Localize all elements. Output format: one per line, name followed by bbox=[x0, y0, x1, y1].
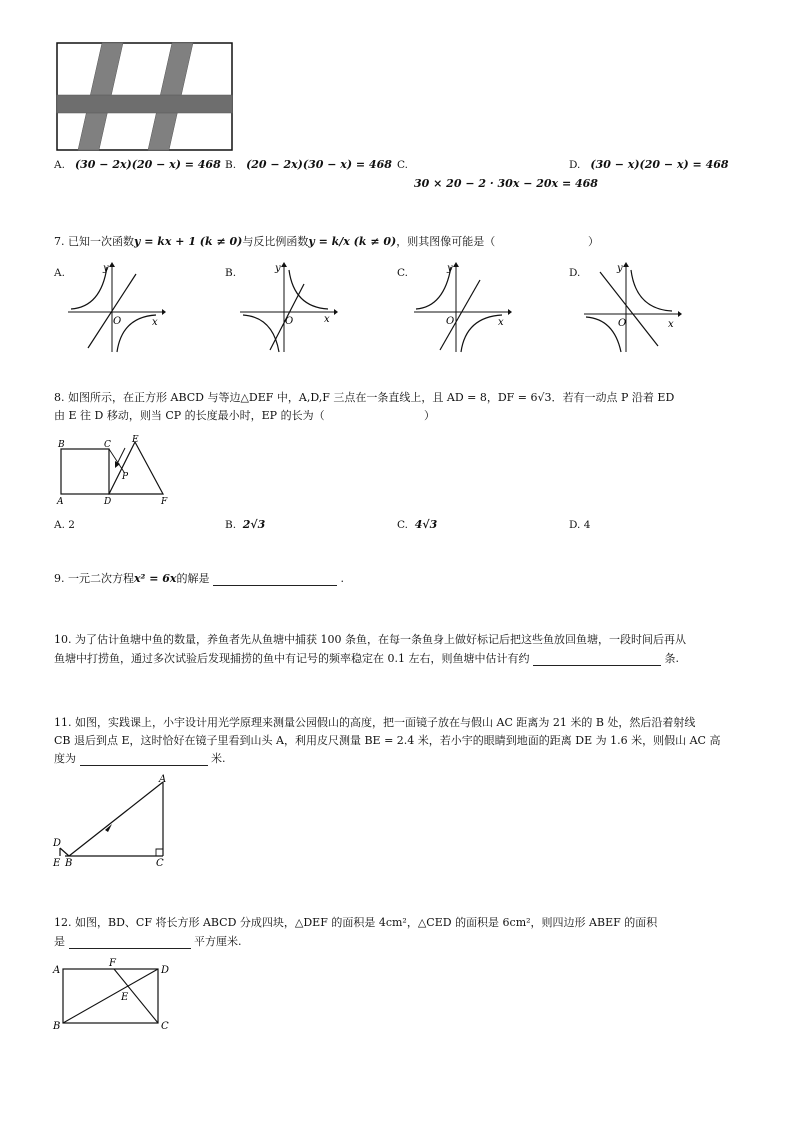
option-expression: (20 − 2x)(30 − x) = 468 bbox=[246, 158, 392, 171]
q7-option-a[interactable]: A. bbox=[54, 267, 65, 279]
question-number: 12. bbox=[54, 916, 72, 929]
question-end: . bbox=[340, 572, 344, 585]
question-number: 8. bbox=[54, 391, 65, 404]
question-text: 与反比例函数 bbox=[242, 235, 309, 248]
q12-question-line2 bbox=[54, 935, 242, 949]
math-expression: y = k/x (k ≠ 0) bbox=[308, 235, 397, 248]
question-number: 7. bbox=[54, 235, 65, 248]
question-text: 如图所示，在正方形 ABCD 与等边△DEF 中，A,D,F 三点在一条直线上，且 AD = 8，DF = 6√3．若有一动点 P 沿着 ED bbox=[68, 391, 675, 404]
option-value: 2√3 bbox=[242, 518, 266, 531]
option-letter: C. bbox=[397, 159, 408, 171]
q10-answer-blank[interactable] bbox=[533, 654, 661, 666]
label-b: B bbox=[53, 1021, 61, 1032]
option-value: 4√3 bbox=[414, 518, 438, 531]
option-expression: (30 − x)(20 − x) = 468 bbox=[590, 158, 729, 171]
q8-question-line2: 由 E 往 D 移动，则当 CP 的长度最小时，EP 的长为（ bbox=[54, 409, 325, 422]
option-letter: D. bbox=[569, 519, 581, 531]
option-value: 4 bbox=[583, 519, 591, 531]
q7-question bbox=[54, 235, 495, 249]
label-p: P bbox=[122, 472, 129, 482]
q9-question bbox=[54, 572, 344, 586]
axis-y-label: y bbox=[103, 263, 109, 274]
origin-label: O bbox=[113, 316, 122, 327]
origin-label: O bbox=[618, 318, 627, 329]
q10-question-line1 bbox=[54, 633, 686, 647]
question-text: 鱼塘中打捞鱼，通过多次试验后发现捕捞的鱼中有记号的频率稳定在 0.1 左右，则鱼塘中估计有约 bbox=[54, 652, 530, 665]
q8-square-triangle-figure bbox=[54, 434, 179, 508]
q8-option-c[interactable] bbox=[397, 518, 437, 532]
label-d: D bbox=[161, 965, 170, 976]
option-letter: D. bbox=[569, 159, 581, 171]
label-e: E bbox=[132, 435, 139, 445]
axis-y-label: y bbox=[447, 263, 453, 274]
q6-option-c-expression: 30 × 20 − 2 · 30x − 20x = 468 bbox=[414, 177, 598, 190]
q8-option-a[interactable] bbox=[54, 518, 75, 532]
option-expression: (30 − 2x)(20 − x) = 468 bbox=[74, 158, 221, 171]
q7-option-d[interactable]: D. bbox=[569, 267, 581, 279]
question-end: 条. bbox=[664, 652, 679, 665]
q7-graph-b bbox=[238, 262, 338, 354]
q11-mirror-figure bbox=[50, 772, 175, 870]
q7-graph-a bbox=[66, 262, 166, 354]
q7-option-c[interactable]: C. bbox=[397, 267, 408, 279]
axis-y-label: y bbox=[275, 263, 281, 274]
label-c: C bbox=[161, 1021, 169, 1032]
question-end: 米. bbox=[211, 752, 226, 765]
label-b: B bbox=[58, 440, 65, 450]
option-letter: C. bbox=[397, 519, 408, 531]
question-text: 如图，BD、CF 将长方形 ABCD 分成四块，△DEF 的面积是 4cm²，△CED 的面积是 6cm²，则四边形 ABEF 的面积 bbox=[75, 916, 658, 929]
q6-option-c[interactable] bbox=[397, 158, 408, 172]
question-number: 10. bbox=[54, 633, 72, 646]
question-text: 已知一次函数 bbox=[68, 235, 134, 248]
origin-label: O bbox=[285, 316, 294, 327]
question-text: 一元二次方程 bbox=[68, 572, 134, 585]
question-text: 的解是 bbox=[176, 572, 210, 585]
q9-answer-blank[interactable] bbox=[213, 574, 337, 586]
axis-x-label: x bbox=[668, 319, 674, 330]
label-e: E bbox=[53, 858, 61, 869]
label-c: C bbox=[104, 440, 111, 450]
axis-x-label: x bbox=[498, 317, 504, 328]
axis-x-label: x bbox=[324, 314, 330, 325]
option-letter: A. bbox=[54, 519, 65, 531]
q11-question-line2: CB 退后到点 E，这时恰好在镜子里看到山头 A，利用皮尺测量 BE = 2.4 米，若小宇的眼睛到地面的距离 DE 为 1.6 米，则假山 AC 高 bbox=[54, 734, 721, 747]
q7-option-b[interactable]: B. bbox=[225, 267, 237, 279]
q6-option-d[interactable] bbox=[569, 158, 729, 172]
axis-x-label: x bbox=[152, 317, 158, 328]
question-end: 平方厘米. bbox=[194, 935, 242, 948]
label-b: B bbox=[65, 858, 73, 869]
q8-option-d[interactable] bbox=[569, 518, 590, 532]
q8-question-line1 bbox=[54, 391, 674, 405]
q8-option-b[interactable] bbox=[225, 518, 265, 532]
question-text: 度为 bbox=[54, 752, 76, 765]
option-letter: B. bbox=[225, 159, 237, 171]
label-d: D bbox=[53, 838, 62, 849]
label-a: A bbox=[53, 965, 61, 976]
question-text: ，则其图像可能是（ bbox=[396, 235, 496, 248]
math-expression: y = kx + 1 (k ≠ 0) bbox=[134, 235, 243, 248]
label-f: F bbox=[161, 497, 168, 507]
label-d: D bbox=[104, 497, 112, 507]
math-expression: x² = 6x bbox=[134, 572, 177, 585]
label-a: A bbox=[57, 497, 64, 507]
label-c: C bbox=[156, 858, 164, 869]
question-text: 为了估计鱼塘中鱼的数量，养鱼者先从鱼塘中捕获 100 条鱼，在每一条鱼身上做好标记后把这些鱼放回鱼塘，一段时间后再从 bbox=[75, 633, 686, 646]
question-text: 是 bbox=[54, 935, 65, 948]
axis-y-label: y bbox=[617, 263, 623, 274]
q10-question-line2 bbox=[54, 652, 679, 666]
q7-graph-c bbox=[412, 262, 512, 354]
answer-paren-close: ） bbox=[588, 235, 599, 248]
q6-option-a[interactable] bbox=[54, 158, 221, 172]
option-letter: A. bbox=[54, 159, 65, 171]
answer-paren-close: ） bbox=[424, 409, 435, 422]
option-letter: B. bbox=[225, 519, 237, 531]
label-f: F bbox=[109, 958, 116, 969]
q7-graph-d bbox=[582, 262, 682, 354]
label-e: E bbox=[121, 992, 129, 1003]
q12-rectangle-figure bbox=[50, 955, 180, 1035]
q6-option-b[interactable] bbox=[225, 158, 392, 172]
q6-road-figure bbox=[56, 42, 234, 152]
q12-question-line1 bbox=[54, 916, 657, 930]
q11-question-line3 bbox=[54, 752, 226, 766]
q11-question-line1 bbox=[54, 716, 695, 730]
question-number: 11. bbox=[54, 716, 72, 729]
question-text: 如图，实践课上，小宇设计用光学原理来测量公园假山的高度，把一面镜子放在与假山 AC 距离为 21 米的 B 处，然后沿着射线 bbox=[75, 716, 696, 729]
label-a: A bbox=[159, 774, 167, 785]
q12-answer-blank[interactable] bbox=[69, 937, 191, 949]
option-value: 2 bbox=[68, 519, 75, 531]
question-number: 9. bbox=[54, 572, 65, 585]
q11-answer-blank[interactable] bbox=[80, 754, 208, 766]
origin-label: O bbox=[446, 316, 455, 327]
